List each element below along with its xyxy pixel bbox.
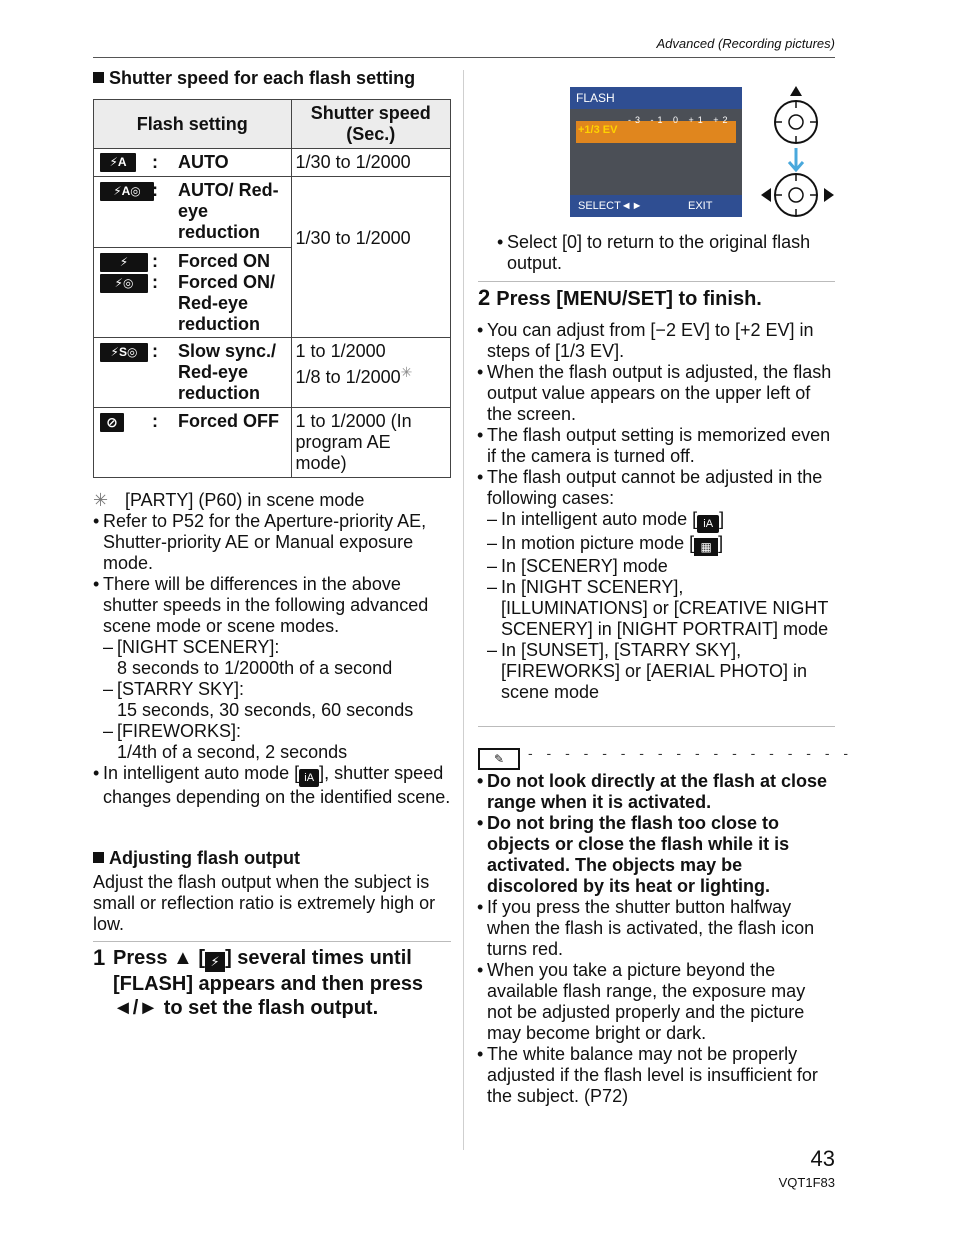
up-arrow-icon [790, 86, 802, 96]
flash-settings-table [93, 99, 451, 478]
table-header-shutter-speed: Shutter speed (Sec.) [291, 100, 450, 149]
left-notes: ✳ [PARTY] (P60) in scene mode • Refer to P52 for the Aperture-priority AE, Shutter-priority AE or Manual exposure mode. • There will be differences in the above shutter speeds in the following advanced scene mode or scene modes. – [NIGHT SCENERY]: 8 seconds to 1/2000th of a second – [STARRY SKY]: 15 seconds, 30 seconds, 60 seconds – [FIREWORKS]: 1/4th of a second, 2 seconds • In intelligent auto mode [ iA ], shutter speed changes depending on the identified scene. [93, 490, 453, 808]
flash-slow-sync-redeye-icon: ⚡S◎ [100, 343, 148, 362]
flash-auto-redeye-icon: ⚡A◎ [100, 182, 154, 201]
flash-forced-on-icon: ⚡ [100, 253, 148, 272]
list-item: – [STARRY SKY]: [93, 679, 453, 700]
square-bullet-icon [93, 72, 104, 83]
lcd-ev-value: +1/3 EV [578, 124, 618, 136]
step-2-notes [477, 320, 835, 703]
list-item: • In intelligent auto mode [ iA ], shutter speed changes depending on the identified scene. [93, 763, 453, 808]
list-item: • The flash output setting is memorized even if the camera is turned off. [477, 425, 835, 467]
divider [478, 281, 835, 282]
down-arrow-icon [789, 148, 803, 170]
warning-item: • Do not look directly at the flash at close range when it is activated. [477, 771, 835, 813]
shutter-value: 1/30 to 1/2000 [291, 177, 450, 338]
memo-notes [477, 771, 835, 1107]
list-item: – [FIREWORKS]: [93, 721, 453, 742]
select-note: • Select [0] to return to the original flash output. [497, 232, 842, 274]
lcd-select: SELECT◄► [578, 200, 643, 212]
table-row: ⚡S◎ : Slow sync./ Red-eye reduction [94, 338, 292, 408]
flash-forced-on-redeye-icon: ⚡◎ [100, 274, 148, 293]
divider [93, 941, 451, 942]
square-bullet-icon [93, 852, 104, 863]
flash-mode-label: Forced ON Forced ON/ Red-eye reduction [178, 251, 276, 334]
table-row: ⚡A◎ : AUTO/ Red-eye reduction [94, 177, 292, 248]
adjusting-flash-title: Adjusting flash output [93, 848, 300, 869]
column-divider [463, 70, 464, 1150]
list-item: • When the flash output is adjusted, the flash output value appears on the upper left of the screen. [477, 362, 835, 425]
lcd-screen-image [570, 87, 742, 217]
cursor-button-diagram [758, 82, 838, 222]
list-item: • When you take a picture beyond the available flash range, the exposure may not be adjusted properly and the picture may become bright or dark. [477, 960, 835, 1044]
lcd-scale: -3 -1 0 +1 +2 [628, 115, 732, 125]
list-item: – In [SUNSET], [STARRY SKY], [FIREWORKS] or [AERIAL PHOTO] in scene mode [477, 640, 835, 703]
list-item: • There will be differences in the above shutter speeds in the following advanced scene mode or scene modes. [93, 574, 453, 637]
list-item: – In [NIGHT SCENERY], [ILLUMINATIONS] or [CREATIVE NIGHT SCENERY] in [NIGHT PORTRAIT] mode [477, 577, 835, 640]
step-number: 1 [93, 945, 106, 970]
intelligent-auto-icon: iA [299, 769, 319, 787]
section-header: Advanced (Recording pictures) [656, 36, 835, 51]
list-item: – [NIGHT SCENERY]: [93, 637, 453, 658]
table-row: ⚡ : ⚡◎ : Forced ON Forced ON/ Red-eye reduction [94, 248, 292, 338]
memo-icon: ✎ [478, 748, 520, 770]
page-number: 43 [810, 1146, 835, 1171]
list-item: • The white balance may not be properly adjusted if the flash level is insufficient for the subject. (P72) [477, 1044, 835, 1107]
flash-off-icon: ⊘ [100, 413, 124, 432]
list-item: • You can adjust from [−2 EV] to [+2 EV] in steps of [1/3 EV]. [477, 320, 835, 362]
list-item: • Refer to P52 for the Aperture-priority AE, Shutter-priority AE or Manual exposure mode. [93, 511, 453, 574]
right-arrow-icon [824, 188, 834, 202]
list-item: • If you press the shutter button halfway when the flash is activated, the flash icon turns red. [477, 897, 835, 960]
divider [478, 726, 835, 727]
list-item: • The flash output cannot be adjusted in the following cases: [477, 467, 835, 509]
flash-mode-label: AUTO/ Red-eye reduction [178, 180, 279, 242]
party-note: ✳ [PARTY] (P60) in scene mode [93, 490, 365, 510]
shutter-value: 1 to 1/2000 (In program AE mode) [291, 408, 450, 478]
adjust-description: Adjust the flash output when the subject is small or reflection ratio is extremely high or low. [93, 872, 436, 934]
warning-item: • Do not bring the flash too close to objects or close the flash while it is activated. The objects may be discolored by its heat or lighting. [477, 813, 835, 897]
table-row: ⊘ : Forced OFF [94, 408, 292, 478]
flash-auto-icon: ⚡A [100, 153, 136, 172]
shutter-value: 1 to 1/2000 1/8 to 1/2000✳ [291, 338, 450, 408]
lcd-title: FLASH [570, 87, 742, 109]
shutter-value: 1/30 to 1/2000 [291, 149, 450, 177]
memo-dashed-rule: - - - - - - - - - - - - - - - - - - [528, 745, 854, 761]
step-1: 1 Press ▲ [ ⚡ ] several times until [FLASH] appears and then press ◄/► to set the flash output. [93, 945, 424, 1019]
list-item: – In motion picture mode [ ▦ ] [477, 533, 835, 556]
table-header-flash-setting: Flash setting [94, 100, 292, 149]
flash-mode-label: AUTO [178, 152, 229, 172]
flash-mode-label: Slow sync./ Red-eye reduction [178, 341, 277, 403]
flash-mode-label: Forced OFF [178, 411, 280, 431]
list-item: – In intelligent auto mode [ iA ] [477, 509, 835, 533]
shutter-speed-title: Shutter speed for each flash setting [93, 68, 415, 89]
header-rule [93, 57, 835, 58]
list-item: – In [SCENERY] mode [477, 556, 835, 577]
left-arrow-icon [761, 188, 771, 202]
step-number: 2 [478, 285, 491, 310]
table-row: ⚡A : AUTO [94, 149, 292, 177]
document-code: VQT1F83 [778, 1175, 835, 1190]
intelligent-auto-icon: iA [697, 515, 719, 533]
lcd-exit: EXIT [688, 200, 713, 212]
step-2: 2 Press [MENU/SET] to finish. [478, 285, 762, 310]
flash-exposure-icon: ⚡ [205, 952, 225, 972]
motion-picture-icon: ▦ [694, 538, 718, 556]
